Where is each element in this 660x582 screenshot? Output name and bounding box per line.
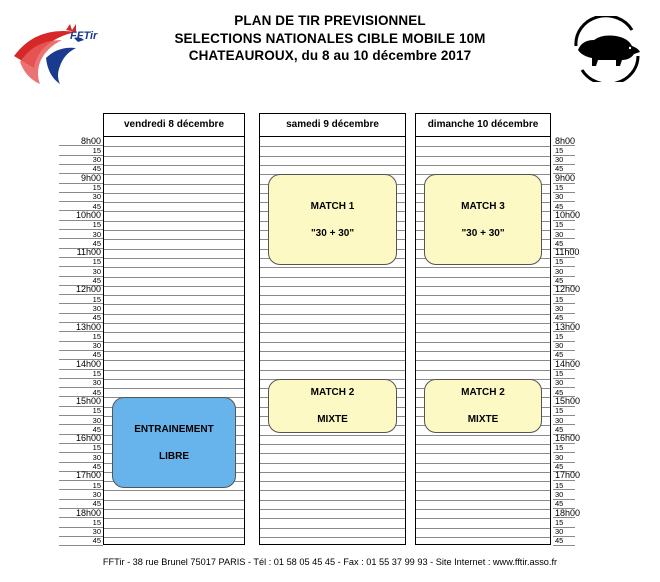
slot-line: [416, 267, 550, 268]
slot-line: [260, 342, 405, 343]
slot-line: [416, 314, 550, 315]
slot-line: [104, 500, 244, 501]
quarter-label: 30: [92, 155, 101, 165]
slot-line: [260, 267, 405, 268]
slot-line: [416, 165, 550, 166]
quarter-label: 45: [92, 350, 101, 360]
quarter-label: 15: [555, 406, 564, 416]
slot-line: [260, 286, 405, 287]
hour-label: 15h00: [75, 395, 101, 406]
hour-label: 17h00: [555, 470, 581, 481]
hour-label: 16h00: [75, 433, 101, 444]
slot-line: [260, 500, 405, 501]
block-subtitle: LIBRE: [159, 450, 189, 462]
slot-line: [260, 304, 405, 305]
hour-label: 18h00: [75, 507, 101, 518]
quarter-label: 15: [555, 257, 564, 267]
quarter-label: 45: [555, 499, 564, 509]
quarter-label: 45: [555, 536, 564, 546]
day-header: samedi 9 décembre: [260, 114, 405, 137]
rooster-logo-icon: [6, 18, 126, 88]
quarter-label: 15: [555, 369, 564, 378]
quarter-label: 30: [555, 266, 564, 276]
quarter-label: 30: [555, 341, 564, 351]
block-title: MATCH 2: [461, 386, 505, 398]
slot-line: [104, 351, 244, 352]
slot-line: [104, 193, 244, 194]
quarter-label: 45: [555, 201, 564, 211]
slot-line: [104, 528, 244, 529]
block-title: ENTRAINEMENT: [134, 423, 214, 435]
hour-label: 17h00: [75, 470, 101, 481]
hour-label: 18h00: [555, 507, 581, 518]
slot-line: [260, 490, 405, 491]
slot-line: [104, 370, 244, 371]
quarter-label: 30: [92, 192, 101, 202]
quarter-label: 30: [555, 155, 564, 165]
hour-label: 9h00: [80, 172, 101, 183]
quarter-label: 30: [92, 229, 101, 239]
hour-label: 8h00: [80, 135, 101, 146]
slot-line: [416, 304, 550, 305]
quarter-label: 30: [555, 303, 564, 313]
slot-line: [260, 444, 405, 445]
quarter-label: 30: [92, 452, 101, 462]
quarter-label: 30: [555, 527, 564, 537]
hour-label: 12h00: [75, 284, 101, 295]
slot-line: [260, 351, 405, 352]
quarter-label: 30: [555, 229, 564, 239]
slot-line: [104, 379, 244, 380]
quarter-label: 15: [555, 294, 564, 304]
quarter-label: 15: [92, 183, 101, 192]
quarter-label: 45: [92, 536, 101, 546]
slot-line: [104, 184, 244, 185]
hour-label: 10h00: [75, 209, 101, 220]
slot-line: [416, 518, 550, 519]
slot-line: [416, 500, 550, 501]
quarter-label: 30: [555, 489, 564, 499]
block-subtitle: MIXTE: [467, 413, 499, 425]
slot-line: [260, 463, 405, 464]
slot-line: [260, 277, 405, 278]
quarter-label: 45: [555, 387, 564, 397]
quarter-label: 45: [92, 201, 101, 211]
quarter-label: 30: [92, 489, 101, 499]
hour-label: 12h00: [555, 284, 581, 295]
slot-line: [260, 435, 405, 436]
slot-line: [104, 156, 244, 157]
slot-line: [104, 286, 244, 287]
slot-line: [260, 146, 405, 147]
slot-line: [416, 528, 550, 529]
match-block: [268, 174, 397, 265]
quarter-label: 45: [92, 499, 101, 509]
slot-line: [104, 174, 244, 175]
slot-line: [104, 518, 244, 519]
quarter-label: 15: [92, 331, 101, 341]
match-block: [424, 379, 542, 433]
slot-line: [416, 453, 550, 454]
slot-line: [416, 472, 550, 473]
hour-label: 14h00: [75, 358, 101, 369]
slot-line: [104, 202, 244, 203]
slot-line: [104, 332, 244, 333]
slot-line: [416, 156, 550, 157]
hour-label: 16h00: [555, 433, 581, 444]
slot-line: [104, 323, 244, 324]
slot-line: [104, 230, 244, 231]
slot-line: [260, 314, 405, 315]
slot-line: [416, 509, 550, 510]
time-axis-left: [59, 136, 103, 545]
slot-line: [416, 360, 550, 361]
slot-line: [104, 537, 244, 538]
quarter-label: 15: [92, 480, 101, 490]
slot-line: [416, 481, 550, 482]
slot-line: [260, 453, 405, 454]
quarter-label: 30: [555, 192, 564, 202]
match-block: [268, 379, 397, 433]
quarter-label: 45: [555, 313, 564, 323]
quarter-label: 45: [555, 238, 564, 248]
slot-line: [416, 490, 550, 491]
quarter-label: 15: [555, 331, 564, 341]
slot-line: [416, 323, 550, 324]
slot-line: [416, 351, 550, 352]
slot-line: [553, 545, 575, 546]
quarter-label: 15: [92, 294, 101, 304]
match-block: [424, 174, 542, 265]
quarter-label: 45: [92, 276, 101, 285]
slot-line: [260, 332, 405, 333]
slot-line: [260, 295, 405, 296]
slot-line: [104, 490, 244, 491]
block-subtitle: MIXTE: [317, 413, 348, 425]
slot-line: [260, 472, 405, 473]
quarter-label: 15: [92, 369, 101, 378]
slot-line: [104, 249, 244, 250]
footer-contact: FFTir - 38 rue Brunel 75017 PARIS - Tél : 01 58 05 45 45 - Fax : 01 55 37 99 93 - Site Internet : www.fftir.asso.fr: [102, 557, 558, 567]
page-title: PLAN DE TIR PREVISIONNEL: [234, 13, 426, 28]
slot-line: [260, 323, 405, 324]
hour-label: 9h00: [555, 172, 576, 183]
quarter-label: 15: [92, 145, 101, 155]
slot-line: [416, 537, 550, 538]
hour-label: 11h00: [76, 247, 101, 258]
slot-line: [260, 370, 405, 371]
quarter-label: 30: [92, 303, 101, 313]
slot-line: [59, 545, 103, 546]
quarter-label: 30: [92, 378, 101, 388]
time-axis-right: [553, 136, 597, 545]
slot-line: [260, 509, 405, 510]
quarter-label: 45: [555, 462, 564, 471]
schedule-grid: [0, 113, 660, 546]
slot-line: [416, 463, 550, 464]
slot-line: [260, 360, 405, 361]
slot-line: [104, 388, 244, 389]
quarter-label: 30: [555, 415, 564, 425]
quarter-label: 30: [92, 415, 101, 425]
slot-line: [260, 165, 405, 166]
boar-target-icon: [568, 16, 646, 82]
slot-line: [416, 286, 550, 287]
quarter-label: 15: [555, 443, 564, 453]
hour-label: 10h00: [555, 209, 581, 220]
slot-line: [104, 267, 244, 268]
slot-line: [416, 444, 550, 445]
quarter-label: 45: [92, 387, 101, 397]
slot-line: [416, 277, 550, 278]
quarter-label: 15: [555, 145, 564, 155]
slot-line: [260, 528, 405, 529]
quarter-label: 45: [92, 313, 101, 323]
quarter-label: 15: [555, 220, 564, 230]
event-title: SELECTIONS NATIONALES CIBLE MOBILE 10M: [174, 30, 486, 46]
hour-label: 14h00: [555, 358, 581, 369]
quarter-label: 45: [555, 424, 564, 434]
slot-line: [416, 295, 550, 296]
training-block: [112, 397, 236, 488]
quarter-label: 45: [92, 238, 101, 248]
quarter-label: 15: [92, 220, 101, 230]
quarter-label: 45: [92, 164, 101, 174]
quarter-label: 15: [92, 406, 101, 416]
slot-line: [104, 258, 244, 259]
slot-line: [260, 518, 405, 519]
slot-line: [260, 156, 405, 157]
slot-line: [104, 165, 244, 166]
slot-line: [104, 314, 244, 315]
fftir-logo-text: FFTir: [70, 30, 98, 42]
slot-line: [104, 211, 244, 212]
quarter-label: 15: [92, 517, 101, 527]
slot-line: [260, 537, 405, 538]
quarter-label: 30: [555, 452, 564, 462]
slot-line: [104, 277, 244, 278]
slot-line: [104, 146, 244, 147]
quarter-label: 45: [555, 350, 564, 360]
slot-line: [104, 342, 244, 343]
slot-line: [260, 481, 405, 482]
slot-line: [416, 370, 550, 371]
hour-label: 8h00: [555, 135, 576, 146]
slot-line: [104, 239, 244, 240]
slot-line: [416, 332, 550, 333]
quarter-label: 45: [92, 424, 101, 434]
slot-line: [104, 221, 244, 222]
block-title: MATCH 3: [461, 200, 505, 212]
quarter-label: 30: [92, 341, 101, 351]
block-subtitle: "30 + 30": [310, 227, 355, 239]
slot-line: [104, 295, 244, 296]
hour-label: 11h00: [555, 247, 580, 258]
quarter-label: 15: [555, 480, 564, 490]
block-subtitle: "30 + 30": [461, 227, 505, 239]
day-header: dimanche 10 décembre: [416, 114, 550, 137]
hour-label: 15h00: [555, 395, 581, 406]
block-title: MATCH 1: [310, 200, 355, 212]
quarter-label: 15: [92, 257, 101, 267]
slot-line: [104, 304, 244, 305]
quarter-label: 30: [92, 527, 101, 537]
slot-line: [416, 342, 550, 343]
slot-line: [416, 146, 550, 147]
block-title: MATCH 2: [310, 386, 355, 398]
quarter-label: 15: [555, 183, 564, 192]
quarter-label: 30: [555, 378, 564, 388]
quarter-label: 15: [555, 517, 564, 527]
slot-line: [104, 509, 244, 510]
day-header: vendredi 8 décembre: [104, 114, 244, 137]
hour-label: 13h00: [75, 321, 101, 332]
quarter-label: 30: [92, 266, 101, 276]
quarter-label: 45: [92, 462, 101, 471]
slot-line: [416, 435, 550, 436]
slot-line: [104, 360, 244, 361]
quarter-label: 15: [92, 443, 101, 453]
hour-label: 13h00: [555, 321, 581, 332]
quarter-label: 45: [555, 276, 564, 285]
quarter-label: 45: [555, 164, 564, 174]
event-location-dates: CHATEAUROUX, du 8 au 10 décembre 2017: [188, 48, 472, 63]
